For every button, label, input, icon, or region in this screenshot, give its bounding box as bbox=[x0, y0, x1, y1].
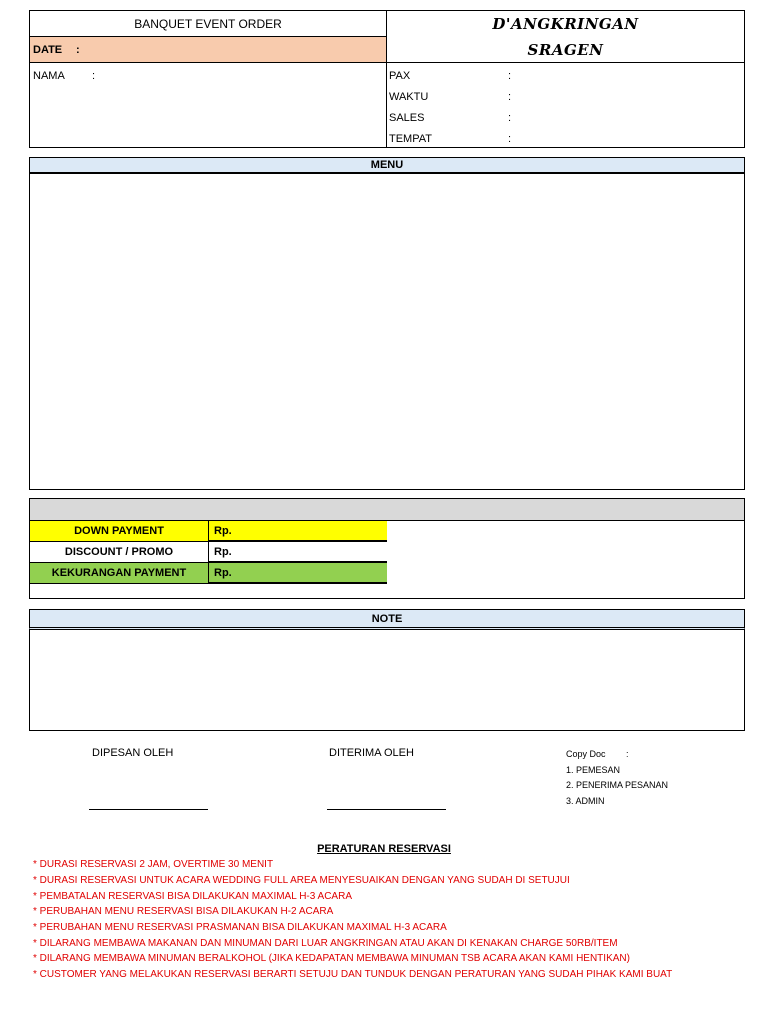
payment-section bbox=[29, 498, 745, 599]
nama-field[interactable] bbox=[30, 63, 387, 147]
copy-doc-item: 1. PEMESAN bbox=[566, 765, 621, 775]
waktu-label: WAKTU bbox=[389, 91, 429, 103]
tempat-value[interactable]: : bbox=[508, 133, 512, 145]
copy-doc-label: Copy Doc bbox=[566, 749, 606, 759]
waktu-value[interactable]: : bbox=[508, 91, 512, 103]
ordered-by-signature-line[interactable] bbox=[89, 809, 208, 810]
document-title: BANQUET EVENT ORDER bbox=[30, 11, 387, 37]
copy-doc-item: 3. ADMIN bbox=[566, 796, 605, 806]
copy-doc-colon: : bbox=[626, 749, 629, 759]
rule-item: * DURASI RESERVASI UNTUK ACARA WEDDING FULL AREA MENYESUAIKAN DENGAN YANG SUDAH DI SETUJUI bbox=[33, 875, 570, 886]
menu-section bbox=[29, 157, 745, 490]
rule-item: * PERUBAHAN MENU RESERVASI BISA DILAKUKAN H-2 ACARA bbox=[33, 906, 334, 917]
sales-label: SALES bbox=[389, 112, 425, 124]
copy-doc-item: 2. PENERIMA PESANAN bbox=[566, 780, 669, 790]
brand-name-line1: D'ANGKRINGAN bbox=[492, 14, 639, 33]
order-header bbox=[29, 10, 745, 148]
nama-label: NAMA bbox=[33, 70, 65, 82]
sales-value[interactable]: : bbox=[508, 112, 512, 124]
tempat-label: TEMPAT bbox=[389, 133, 432, 145]
pax-value[interactable]: : bbox=[508, 70, 512, 82]
brand-logo-text bbox=[387, 11, 744, 63]
down-payment-value[interactable]: Rp. bbox=[209, 521, 387, 542]
date-colon: : bbox=[76, 44, 80, 56]
rule-item: * PEMBATALAN RESERVASI BISA DILAKUKAN MAXIMAL H-3 ACARA bbox=[33, 891, 352, 902]
menu-content-area[interactable] bbox=[30, 174, 744, 489]
rule-item: * DILARANG MEMBAWA MAKANAN DAN MINUMAN DARI LUAR ANGKRINGAN ATAU AKAN DI KENAKAN CHARGE 50RB/ITEM bbox=[33, 938, 618, 949]
rule-item: * CUSTOMER YANG MELAKUKAN RESERVASI BERARTI SETUJU DAN TUNDUK DENGAN PERATURAN YANG SUDAH PIHAK KAMI BUAT bbox=[33, 969, 673, 980]
ordered-by-label: DIPESAN OLEH bbox=[92, 747, 174, 759]
rules-title: PERATURAN RESERVASI bbox=[317, 843, 451, 855]
discount-promo-value[interactable]: Rp. bbox=[209, 542, 387, 563]
rule-item: * PERUBAHAN MENU RESERVASI PRASMANAN BISA DILAKUKAN MAXIMAL H-3 ACARA bbox=[33, 922, 447, 933]
rule-item: * DILARANG MEMBAWA MINUMAN BERALKOHOL (JIKA KEDAPATAN MEMBAWA MINUMAN TSB ACARA AKAN KAMI HENTIKAN) bbox=[33, 953, 630, 964]
discount-promo-label: DISCOUNT / PROMO bbox=[30, 542, 209, 563]
note-section bbox=[29, 609, 745, 731]
rule-item: * DURASI RESERVASI 2 JAM, OVERTIME 30 MENIT bbox=[33, 859, 274, 870]
note-content-area[interactable] bbox=[30, 631, 744, 730]
date-label: DATE bbox=[33, 44, 63, 56]
payment-header-bar bbox=[30, 499, 744, 521]
menu-header: MENU bbox=[29, 157, 745, 174]
kekurangan-payment-value[interactable]: Rp. bbox=[209, 563, 387, 584]
nama-colon: : bbox=[92, 70, 96, 82]
down-payment-label: DOWN PAYMENT bbox=[30, 521, 209, 542]
received-by-label: DITERIMA OLEH bbox=[329, 747, 414, 759]
brand-name-line2: SRAGEN bbox=[527, 40, 604, 59]
date-field[interactable] bbox=[30, 37, 387, 63]
received-by-signature-line[interactable] bbox=[327, 809, 446, 810]
kekurangan-payment-label: KEKURANGAN PAYMENT bbox=[30, 563, 209, 584]
pax-label: PAX bbox=[389, 70, 411, 82]
note-header: NOTE bbox=[29, 609, 745, 630]
